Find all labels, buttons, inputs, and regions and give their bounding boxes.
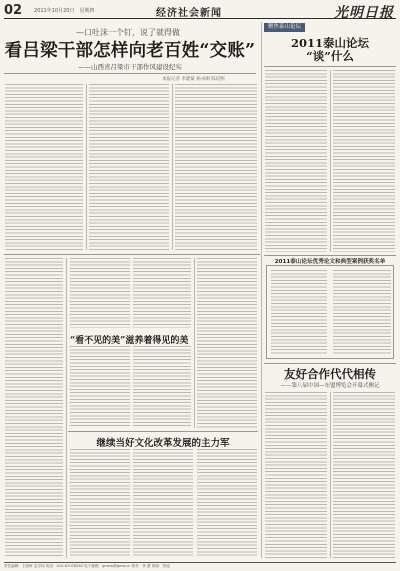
dateline: 2011年10月20日 星期四 bbox=[34, 8, 95, 14]
column-rule bbox=[330, 392, 331, 558]
feature-title bbox=[264, 37, 396, 63]
masthead-logo: 光明日报 bbox=[334, 5, 394, 21]
lead-subhead: ——山西省吕梁市干部作风建设纪实 bbox=[78, 63, 182, 71]
awards-table bbox=[266, 265, 394, 359]
friendship-body-column-2 bbox=[333, 392, 395, 558]
lead-body-column-2 bbox=[89, 84, 169, 250]
lead-headline: 看吕梁干部怎样向老百姓“交账” bbox=[4, 41, 256, 61]
column-rule bbox=[66, 258, 67, 558]
beauty-body-column-1 bbox=[70, 346, 130, 428]
mid-right-column bbox=[197, 258, 257, 428]
beauty-headline: “看不见的美”滋养着得见的美 bbox=[70, 336, 189, 346]
column-rule bbox=[86, 84, 87, 250]
awards-list-right bbox=[333, 270, 391, 356]
column-rule bbox=[194, 258, 195, 428]
culture-body-column-1 bbox=[70, 449, 130, 558]
feature-body-column-1 bbox=[265, 70, 327, 252]
page-number: 02 bbox=[4, 3, 23, 18]
friendship-title: 友好合作代代相传 bbox=[284, 367, 376, 381]
awards-list-left bbox=[271, 270, 327, 356]
feature-title-line-1: 2011泰山论坛 bbox=[290, 36, 369, 50]
page-footer: 责任编辑：王晓晖 孟学伟 电话：010-67078263 电子邮箱：gmxw@gmw.cn 校对：李 蕾 排版：张迪 bbox=[4, 562, 396, 569]
friendship-divider bbox=[264, 363, 396, 364]
column-rule bbox=[172, 84, 173, 250]
lead-body-column-3 bbox=[175, 84, 257, 250]
awards-title: 2011泰山论坛优秀论文和典型案例获奖名单 bbox=[274, 259, 386, 265]
awards-divider bbox=[264, 255, 396, 256]
culture-headline: 继续当好文化改革发展的主力军 bbox=[96, 438, 230, 449]
mid-upper-column-1 bbox=[70, 258, 130, 328]
section-divider bbox=[4, 254, 260, 255]
friendship-body-column-1 bbox=[265, 392, 327, 558]
feature-tag: 聚焦泰山论坛 bbox=[264, 23, 305, 32]
page-header bbox=[4, 3, 396, 19]
mid-upper-column-2 bbox=[133, 258, 191, 328]
feature-title-line-2: “谈”什么 bbox=[306, 49, 354, 63]
lead-kicker: —口吐沫一个钉，说了就得做 bbox=[76, 28, 180, 37]
lead-body-column-1 bbox=[5, 84, 83, 250]
culture-body-column-3 bbox=[197, 449, 257, 558]
culture-body-column-2 bbox=[133, 449, 193, 558]
culture-divider bbox=[68, 431, 258, 432]
right-column-rule bbox=[261, 22, 262, 558]
friendship-subtitle: ——第八届中国—东盟博览会开幕式侧记 bbox=[280, 383, 380, 389]
column-rule bbox=[330, 70, 331, 252]
section-title: 经济社会新闻 bbox=[156, 8, 222, 19]
lead-divider bbox=[4, 73, 256, 74]
feature-divider bbox=[264, 66, 396, 67]
beauty-body-column-2 bbox=[133, 346, 191, 428]
feature-body-column-2 bbox=[333, 70, 395, 252]
left-lower-body bbox=[5, 258, 63, 558]
lead-byline: 本报记者 李建斌 杨永刚 陈培熙 bbox=[162, 77, 225, 82]
